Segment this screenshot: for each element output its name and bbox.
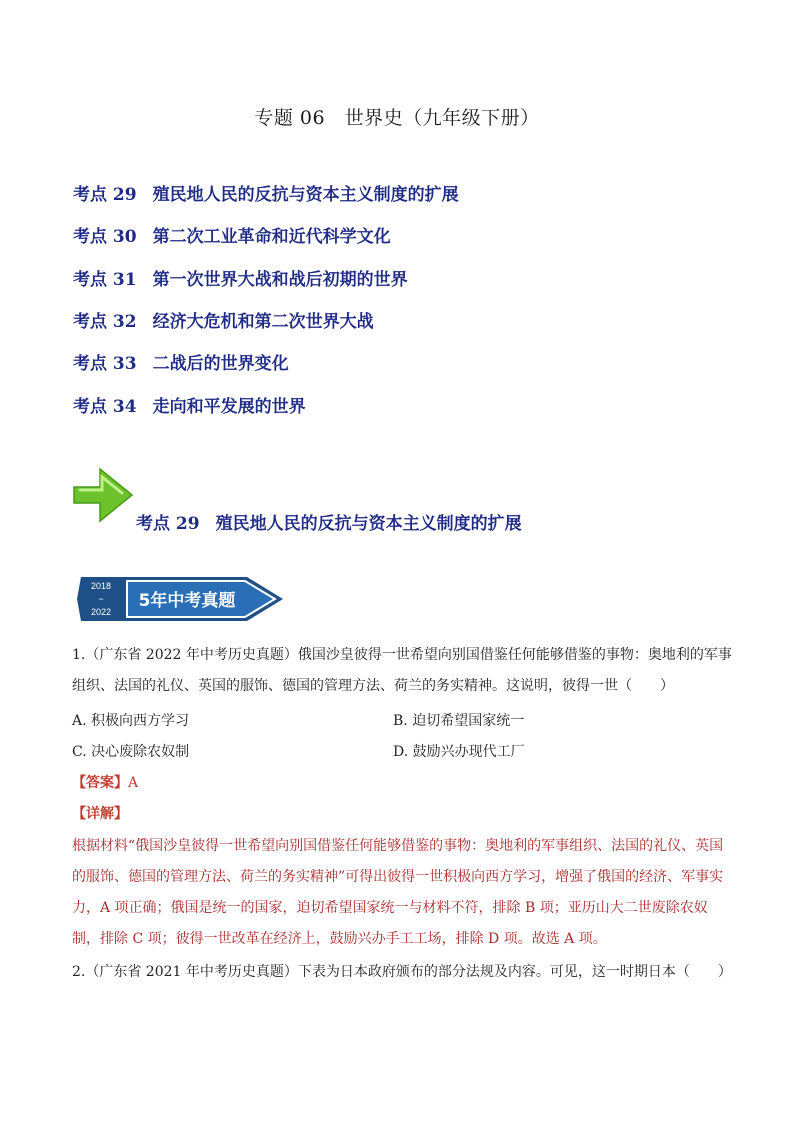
badge-year-to: 2022 <box>90 607 112 617</box>
toc-item <box>73 349 289 374</box>
answer-line <box>72 772 138 792</box>
badge-tilde: ~ <box>98 594 104 604</box>
toc-item-label: 考点 31 <box>73 270 137 290</box>
badge-year-from: 2018 <box>90 581 112 591</box>
answer-value: A <box>128 775 139 791</box>
detail-label: 【详解】 <box>72 806 128 822</box>
section-heading <box>136 509 522 534</box>
toc-item <box>73 307 374 332</box>
question-2-stem: 2.（广东省 2021 年中考历史真题）下表为日本政府颁布的部分法规及内容。可见，这一时期日本（ ） <box>72 964 732 980</box>
badge-text: 5年中考真题 <box>138 591 236 611</box>
question-1-option-b: B. 迫切希望国家统一 <box>393 713 525 729</box>
section-heading-label: 考点 29 <box>136 514 200 534</box>
green-arrow-icon <box>70 465 136 529</box>
toc-item <box>73 180 459 205</box>
section-heading-text: 殖民地人民的反抗与资本主义制度的扩展 <box>215 514 522 534</box>
toc-item <box>73 392 306 417</box>
question-1-explanation: 根据材料“俄国沙皇彼得一世希望向别国借鉴任何能够借鉴的事物：奥地利的军事组织、法国的礼仪、英国的服饰、德国的管理方法、荷兰的务实精神”可得出彼得一世积极向西方学习，增强了俄国的经济、军事实力，A 项正确；俄国是统一的国家，迫切希望国家统一与材料不符，排除 B 项；亚历山大二世废除农奴制，排除 C 项；彼得一世改革在经济上，鼓励兴办手工工场，排除 D 项。故选 A 项。 <box>72 838 724 947</box>
toc-item-text: 第一次世界大战和战后初期的世界 <box>152 270 408 290</box>
toc-item-text: 第二次工业革命和近代科学文化 <box>152 227 391 247</box>
exam-years-badge <box>77 573 287 629</box>
toc-item-label: 考点 29 <box>73 185 137 205</box>
question-1-stem: 1.（广东省 2022 年中考历史真题）俄国沙皇彼得一世希望向别国借鉴任何能够借鉴的事物：奥地利的军事组织、法国的礼仪、英国的服饰、德国的管理方法、荷兰的务实精神。这说明，彼得一世（ ） <box>72 647 732 694</box>
toc-item-text: 经济大危机和第二次世界大战 <box>152 312 374 332</box>
question-1-option-c: C. 决心废除农奴制 <box>72 744 190 760</box>
toc-item-text: 二战后的世界变化 <box>152 354 289 374</box>
toc-item-label: 考点 34 <box>73 397 137 417</box>
toc-item <box>73 222 391 247</box>
page-title: 专题 06 世界史（九年级下册） <box>254 107 540 129</box>
toc-item-label: 考点 33 <box>73 354 137 374</box>
toc-item-text: 走向和平发展的世界 <box>152 397 306 417</box>
toc-item-label: 考点 30 <box>73 227 137 247</box>
toc-item <box>73 265 408 290</box>
question-1-option-a: A. 积极向西方学习 <box>72 713 190 729</box>
toc-item-text: 殖民地人民的反抗与资本主义制度的扩展 <box>152 185 459 205</box>
toc-item-label: 考点 32 <box>73 312 137 332</box>
question-1-option-d: D. 鼓励兴办现代工厂 <box>393 744 525 760</box>
answer-label: 【答案】 <box>72 775 128 791</box>
